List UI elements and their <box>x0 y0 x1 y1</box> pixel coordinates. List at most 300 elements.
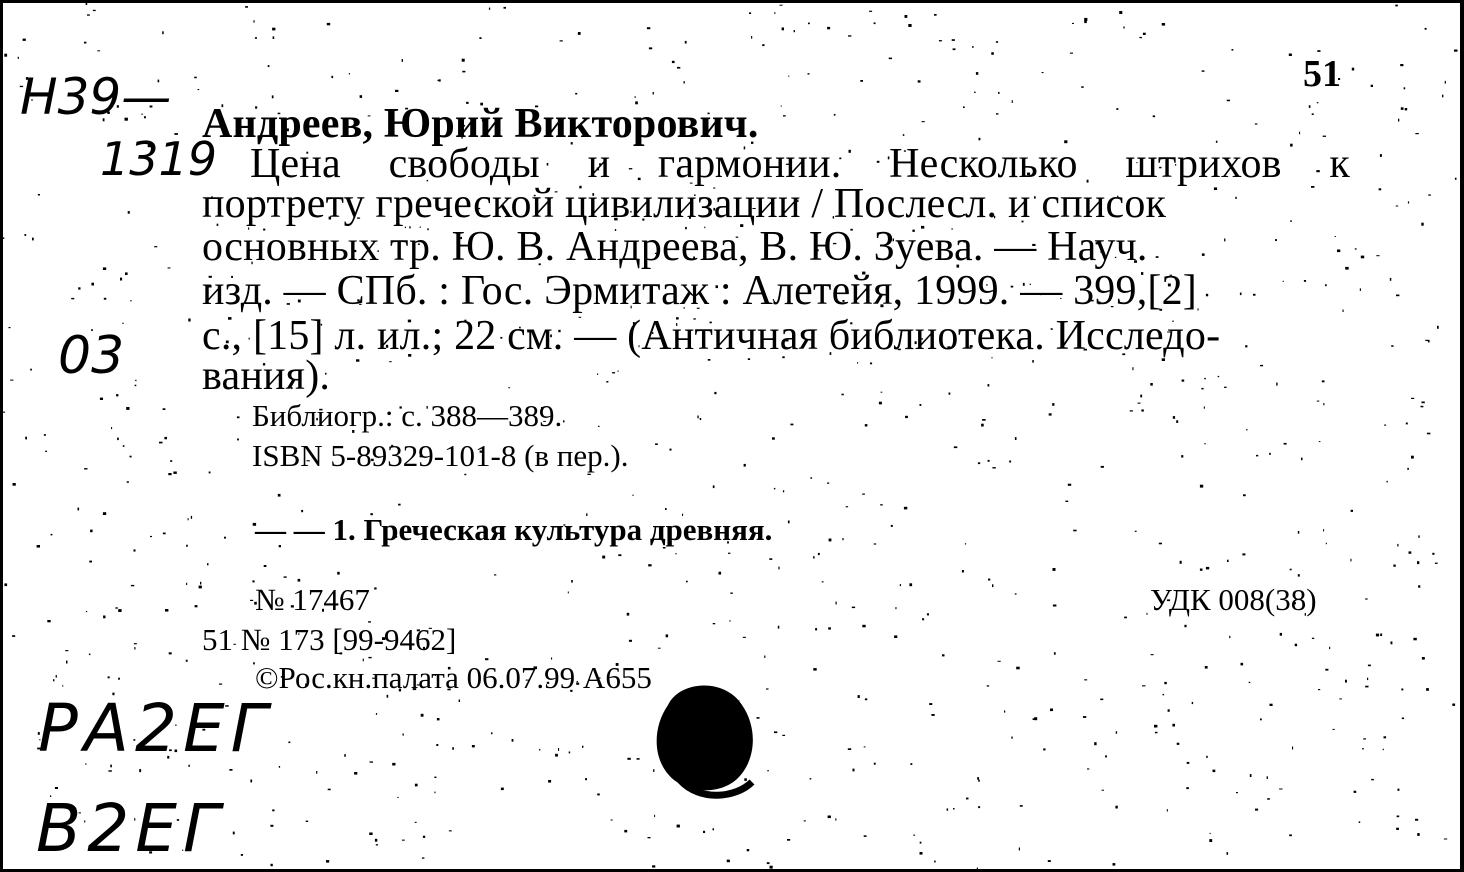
noise-speck <box>389 361 392 362</box>
noise-speck <box>1004 711 1005 713</box>
noise-speck <box>369 833 372 836</box>
noise-speck <box>627 613 630 616</box>
noise-speck <box>1380 634 1382 637</box>
noise-speck <box>1184 625 1186 627</box>
noise-speck <box>1016 667 1020 670</box>
noise-speck <box>842 538 843 540</box>
noise-speck <box>905 15 908 18</box>
noise-speck <box>934 861 936 863</box>
noise-speck <box>1283 281 1284 282</box>
noise-speck <box>966 798 969 800</box>
noise-speck <box>1163 694 1165 695</box>
noise-speck <box>422 857 425 858</box>
noise-speck <box>991 52 994 55</box>
noise-speck <box>1325 669 1328 671</box>
noise-speck <box>1009 461 1011 463</box>
punch-hole <box>640 670 770 810</box>
noise-speck <box>1422 402 1425 404</box>
noise-speck <box>1180 561 1182 564</box>
noise-speck <box>374 587 376 589</box>
noise-speck <box>929 703 932 705</box>
noise-speck <box>491 732 493 734</box>
noise-speck <box>1367 678 1368 680</box>
noise-speck <box>1425 28 1427 30</box>
noise-speck <box>1124 617 1127 619</box>
noise-speck <box>1213 770 1216 773</box>
noise-speck <box>195 605 198 607</box>
noise-speck <box>392 763 395 766</box>
noise-speck <box>555 754 558 757</box>
noise-speck <box>571 580 573 583</box>
noise-speck <box>582 746 583 748</box>
noise-speck <box>774 731 777 733</box>
noise-speck <box>558 748 559 751</box>
noise-speck <box>1176 420 1178 423</box>
noise-speck <box>685 41 687 44</box>
noise-speck <box>751 36 752 39</box>
noise-speck <box>89 654 91 656</box>
noise-speck <box>1204 443 1205 444</box>
noise-speck <box>1159 543 1162 545</box>
noise-speck <box>1154 725 1157 728</box>
noise-speck <box>611 820 613 821</box>
noise-speck <box>949 393 951 395</box>
noise-speck <box>1151 654 1154 655</box>
noise-speck <box>1343 310 1344 313</box>
noise-speck <box>858 695 860 698</box>
noise-speck <box>852 607 855 609</box>
noise-speck <box>1426 688 1429 691</box>
noise-speck <box>744 464 746 467</box>
noise-speck <box>1442 95 1443 98</box>
noise-speck <box>174 472 175 474</box>
noise-speck <box>1354 791 1357 793</box>
noise-speck <box>808 73 810 74</box>
isbn: ISBN 5-89329-101-8 (в пер.). <box>252 438 629 473</box>
noise-speck <box>1391 345 1393 347</box>
noise-speck <box>1250 774 1252 777</box>
noise-speck <box>996 41 998 43</box>
noise-speck <box>326 860 329 863</box>
noise-speck <box>219 684 222 685</box>
noise-speck <box>1408 201 1409 203</box>
noise-speck <box>874 22 876 24</box>
noise-speck <box>1142 685 1146 686</box>
noise-speck <box>1345 267 1349 270</box>
noise-speck <box>199 586 202 589</box>
card-number: 51 <box>1303 53 1341 95</box>
noise-speck <box>627 758 630 760</box>
noise-speck <box>1415 819 1418 821</box>
noise-speck <box>982 419 986 421</box>
noise-speck <box>1101 466 1104 468</box>
noise-speck <box>1337 250 1340 253</box>
noise-speck <box>894 635 897 638</box>
noise-speck <box>1376 255 1379 256</box>
handwritten-call-number-bottom: 1319 <box>100 132 218 186</box>
noise-speck <box>978 806 980 808</box>
noise-speck <box>1123 27 1124 29</box>
noise-speck <box>1455 178 1457 180</box>
noise-speck <box>1155 732 1158 734</box>
noise-speck <box>1227 852 1229 855</box>
noise-speck <box>962 570 964 573</box>
noise-speck <box>472 745 475 747</box>
noise-speck <box>942 654 945 656</box>
noise-speck <box>563 420 565 422</box>
subject-heading: — — 1. Греческая культура древняя. <box>255 512 773 547</box>
noise-speck <box>1043 748 1045 750</box>
noise-speck <box>1249 682 1251 683</box>
noise-speck <box>1387 481 1388 483</box>
noise-speck <box>978 780 980 782</box>
noise-speck <box>1236 792 1238 793</box>
noise-speck <box>992 584 993 587</box>
noise-speck <box>268 65 270 67</box>
noise-speck <box>842 394 844 396</box>
noise-speck <box>423 836 425 838</box>
noise-speck <box>1312 638 1314 639</box>
noise-speck <box>250 780 252 783</box>
noise-speck <box>9 327 11 328</box>
noise-speck <box>818 553 820 555</box>
noise-speck <box>666 634 669 637</box>
noise-speck <box>191 516 192 519</box>
noise-speck <box>159 442 163 444</box>
noise-speck <box>273 36 275 39</box>
noise-speck <box>188 319 190 322</box>
noise-speck <box>331 76 333 78</box>
noise-speck <box>139 769 141 772</box>
noise-speck <box>853 769 855 772</box>
noise-speck <box>186 660 188 662</box>
noise-speck <box>376 844 378 845</box>
noise-speck <box>978 462 980 464</box>
noise-speck <box>988 384 990 386</box>
noise-speck <box>677 825 680 828</box>
noise-speck <box>952 39 955 41</box>
noise-speck <box>1150 383 1153 386</box>
noise-speck <box>434 792 435 794</box>
noise-speck <box>649 47 652 49</box>
noise-speck <box>1422 657 1425 660</box>
noise-speck <box>1192 702 1193 704</box>
noise-speck <box>1094 742 1096 745</box>
noise-speck <box>1435 563 1438 564</box>
noise-speck <box>356 359 359 361</box>
noise-speck <box>788 76 789 77</box>
noise-speck <box>1445 81 1446 84</box>
noise-speck <box>229 769 232 771</box>
noise-speck <box>452 747 454 750</box>
noise-speck <box>1401 107 1404 110</box>
noise-speck <box>135 385 137 387</box>
noise-speck <box>895 607 896 609</box>
noise-speck <box>1411 456 1414 459</box>
noise-speck <box>337 572 340 575</box>
noise-speck <box>1116 731 1117 733</box>
noise-speck <box>349 73 350 74</box>
noise-speck <box>655 443 658 445</box>
noise-speck <box>168 473 171 475</box>
noise-speck <box>1083 716 1086 718</box>
noise-speck <box>306 821 308 822</box>
handwritten-call-number-top: Н39— <box>20 68 172 126</box>
noise-speck <box>568 592 569 594</box>
noise-speck <box>954 446 958 448</box>
noise-speck <box>1428 194 1431 195</box>
noise-speck <box>762 44 764 46</box>
noise-speck <box>37 545 40 548</box>
noise-speck <box>1407 468 1409 470</box>
noise-speck <box>115 607 117 608</box>
noise-speck <box>618 371 619 372</box>
noise-speck <box>1054 652 1056 654</box>
noise-speck <box>165 609 168 612</box>
noise-speck <box>437 718 440 720</box>
noise-speck <box>56 675 57 678</box>
noise-speck <box>934 14 937 16</box>
noise-speck <box>1172 724 1175 727</box>
noise-speck <box>1255 809 1258 811</box>
noise-speck <box>1065 501 1068 502</box>
noise-speck <box>170 460 172 462</box>
noise-speck <box>209 472 211 474</box>
noise-speck <box>788 521 790 524</box>
noise-speck <box>1242 553 1245 555</box>
noise-speck <box>813 668 816 671</box>
noise-speck <box>629 640 632 642</box>
noise-speck <box>104 298 107 300</box>
noise-speck <box>560 40 563 41</box>
noise-speck <box>1232 49 1234 51</box>
noise-speck <box>1206 294 1208 297</box>
noise-speck <box>91 283 94 286</box>
noise-speck <box>395 90 398 92</box>
noise-speck <box>264 565 267 567</box>
noise-speck <box>237 439 239 441</box>
noise-speck <box>865 424 868 426</box>
noise-speck <box>421 714 424 717</box>
noise-speck <box>1318 689 1320 690</box>
noise-speck <box>12 635 15 637</box>
noise-speck <box>1396 206 1399 207</box>
udk-code: УДК 008(38) <box>1150 582 1317 617</box>
noise-speck <box>1317 401 1320 402</box>
noise-speck <box>653 92 654 95</box>
noise-speck <box>3 237 4 239</box>
noise-speck <box>988 460 990 462</box>
noise-speck <box>686 581 688 583</box>
noise-speck <box>996 113 998 114</box>
noise-speck <box>53 679 54 681</box>
noise-speck <box>828 816 831 819</box>
noise-speck <box>1113 863 1116 866</box>
noise-speck <box>947 808 949 810</box>
noise-speck <box>1398 119 1399 122</box>
noise-speck <box>684 81 685 83</box>
noise-speck <box>462 71 465 73</box>
noise-speck <box>1246 429 1248 430</box>
noise-speck <box>1015 593 1017 594</box>
noise-speck <box>168 267 171 268</box>
noise-speck <box>1397 544 1398 547</box>
noise-speck <box>709 1 712 3</box>
noise-speck <box>578 32 581 35</box>
noise-speck <box>1406 423 1408 425</box>
noise-speck <box>198 89 200 90</box>
noise-speck <box>1325 284 1327 286</box>
noise-speck <box>1437 326 1439 329</box>
noise-speck <box>270 825 273 827</box>
noise-speck <box>908 24 911 27</box>
handwritten-code: 03 <box>58 326 125 386</box>
noise-speck <box>728 553 730 554</box>
noise-speck <box>93 10 96 11</box>
noise-speck <box>1048 860 1051 862</box>
noise-speck <box>827 483 829 484</box>
noise-speck <box>1379 188 1382 190</box>
entry-body-line: Цена свободы и гармонии. Несколько штрихов к <box>250 141 1350 187</box>
noise-speck <box>815 628 817 630</box>
noise-speck <box>1012 100 1013 103</box>
noise-speck <box>713 623 716 624</box>
noise-speck <box>597 373 598 375</box>
noise-speck <box>1200 569 1203 571</box>
entry-body-line: с., [15] л. ил.; 22 см. — (Античная библиотека. Исследо- <box>202 313 1221 359</box>
noise-speck <box>254 20 255 23</box>
noise-speck <box>1204 407 1205 409</box>
noise-speck <box>1351 510 1353 512</box>
noise-speck <box>772 437 775 439</box>
handwritten-mark-1: РА2ЕГ <box>38 690 274 767</box>
noise-speck <box>354 772 357 775</box>
noise-speck <box>1105 755 1107 757</box>
noise-speck <box>1132 367 1133 370</box>
noise-speck <box>862 494 865 495</box>
noise-speck <box>672 61 675 63</box>
noise-speck <box>103 512 106 515</box>
noise-speck <box>891 525 893 527</box>
noise-speck <box>279 766 280 768</box>
noise-speck <box>903 134 905 136</box>
noise-speck <box>1393 565 1395 567</box>
noise-speck <box>880 504 883 505</box>
noise-speck <box>135 380 136 381</box>
noise-speck <box>988 579 990 581</box>
noise-speck <box>848 35 851 36</box>
noise-speck <box>1011 737 1012 739</box>
noise-speck <box>1042 72 1044 73</box>
noise-speck <box>250 600 253 601</box>
noise-speck <box>1218 376 1220 377</box>
noise-speck <box>597 794 600 796</box>
noise-speck <box>376 713 377 715</box>
noise-speck <box>1317 102 1319 103</box>
noise-speck <box>931 714 934 716</box>
noise-speck <box>848 748 851 750</box>
noise-speck <box>963 106 965 108</box>
noise-speck <box>30 369 32 371</box>
entry-heading: Андреев, Юрий Викторович. <box>202 101 759 147</box>
noise-speck <box>1068 484 1071 486</box>
noise-speck <box>1329 647 1330 649</box>
noise-speck <box>874 543 876 544</box>
noise-speck <box>1390 278 1392 281</box>
noise-speck <box>186 583 187 585</box>
noise-speck <box>1206 756 1208 758</box>
noise-speck <box>1049 413 1052 415</box>
noise-speck <box>1084 18 1087 21</box>
noise-speck <box>1417 561 1419 564</box>
noise-speck <box>783 115 786 116</box>
noise-speck <box>108 676 110 678</box>
noise-speck <box>120 278 122 281</box>
noise-speck <box>130 456 132 458</box>
noise-speck <box>1141 409 1143 411</box>
noise-speck <box>1295 644 1297 647</box>
noise-speck <box>123 445 125 447</box>
noise-speck <box>18 57 19 59</box>
noise-speck <box>862 625 865 628</box>
noise-speck <box>111 427 112 429</box>
noise-speck <box>512 739 514 742</box>
noise-speck <box>575 93 577 95</box>
noise-speck <box>1260 365 1263 366</box>
noise-speck <box>1402 718 1404 720</box>
noise-speck <box>953 48 956 50</box>
noise-speck <box>998 661 1001 662</box>
noise-speck <box>1425 340 1428 341</box>
noise-speck <box>1371 85 1373 87</box>
noise-speck <box>84 42 86 44</box>
noise-speck <box>1432 553 1434 555</box>
noise-speck <box>237 416 240 418</box>
noise-speck <box>4 583 7 586</box>
noise-speck <box>1371 779 1374 780</box>
noise-speck <box>1084 21 1087 24</box>
noise-speck <box>245 6 248 8</box>
noise-speck <box>1384 736 1387 738</box>
noise-speck <box>87 14 90 15</box>
noise-speck <box>1418 585 1420 587</box>
noise-speck <box>612 372 615 373</box>
noise-speck <box>1167 809 1168 812</box>
noise-speck <box>272 95 274 98</box>
noise-speck <box>865 698 867 700</box>
noise-speck <box>1299 132 1300 135</box>
noise-speck <box>1253 294 1256 296</box>
noise-speck <box>1384 425 1386 426</box>
noise-speck <box>972 46 974 48</box>
noise-speck <box>1032 360 1034 363</box>
noise-speck <box>1201 388 1203 390</box>
noise-speck <box>1395 5 1398 7</box>
noise-speck <box>38 194 40 196</box>
noise-speck <box>403 734 404 736</box>
noise-speck <box>188 518 189 520</box>
noise-speck <box>1309 105 1311 108</box>
noise-speck <box>654 815 655 817</box>
noise-speck <box>32 238 34 241</box>
noise-speck <box>1279 789 1282 790</box>
noise-speck <box>922 618 924 620</box>
noise-speck <box>1087 768 1089 769</box>
noise-speck <box>782 28 784 31</box>
noise-speck <box>118 609 121 612</box>
noise-speck <box>1115 806 1117 809</box>
noise-speck <box>489 8 490 10</box>
